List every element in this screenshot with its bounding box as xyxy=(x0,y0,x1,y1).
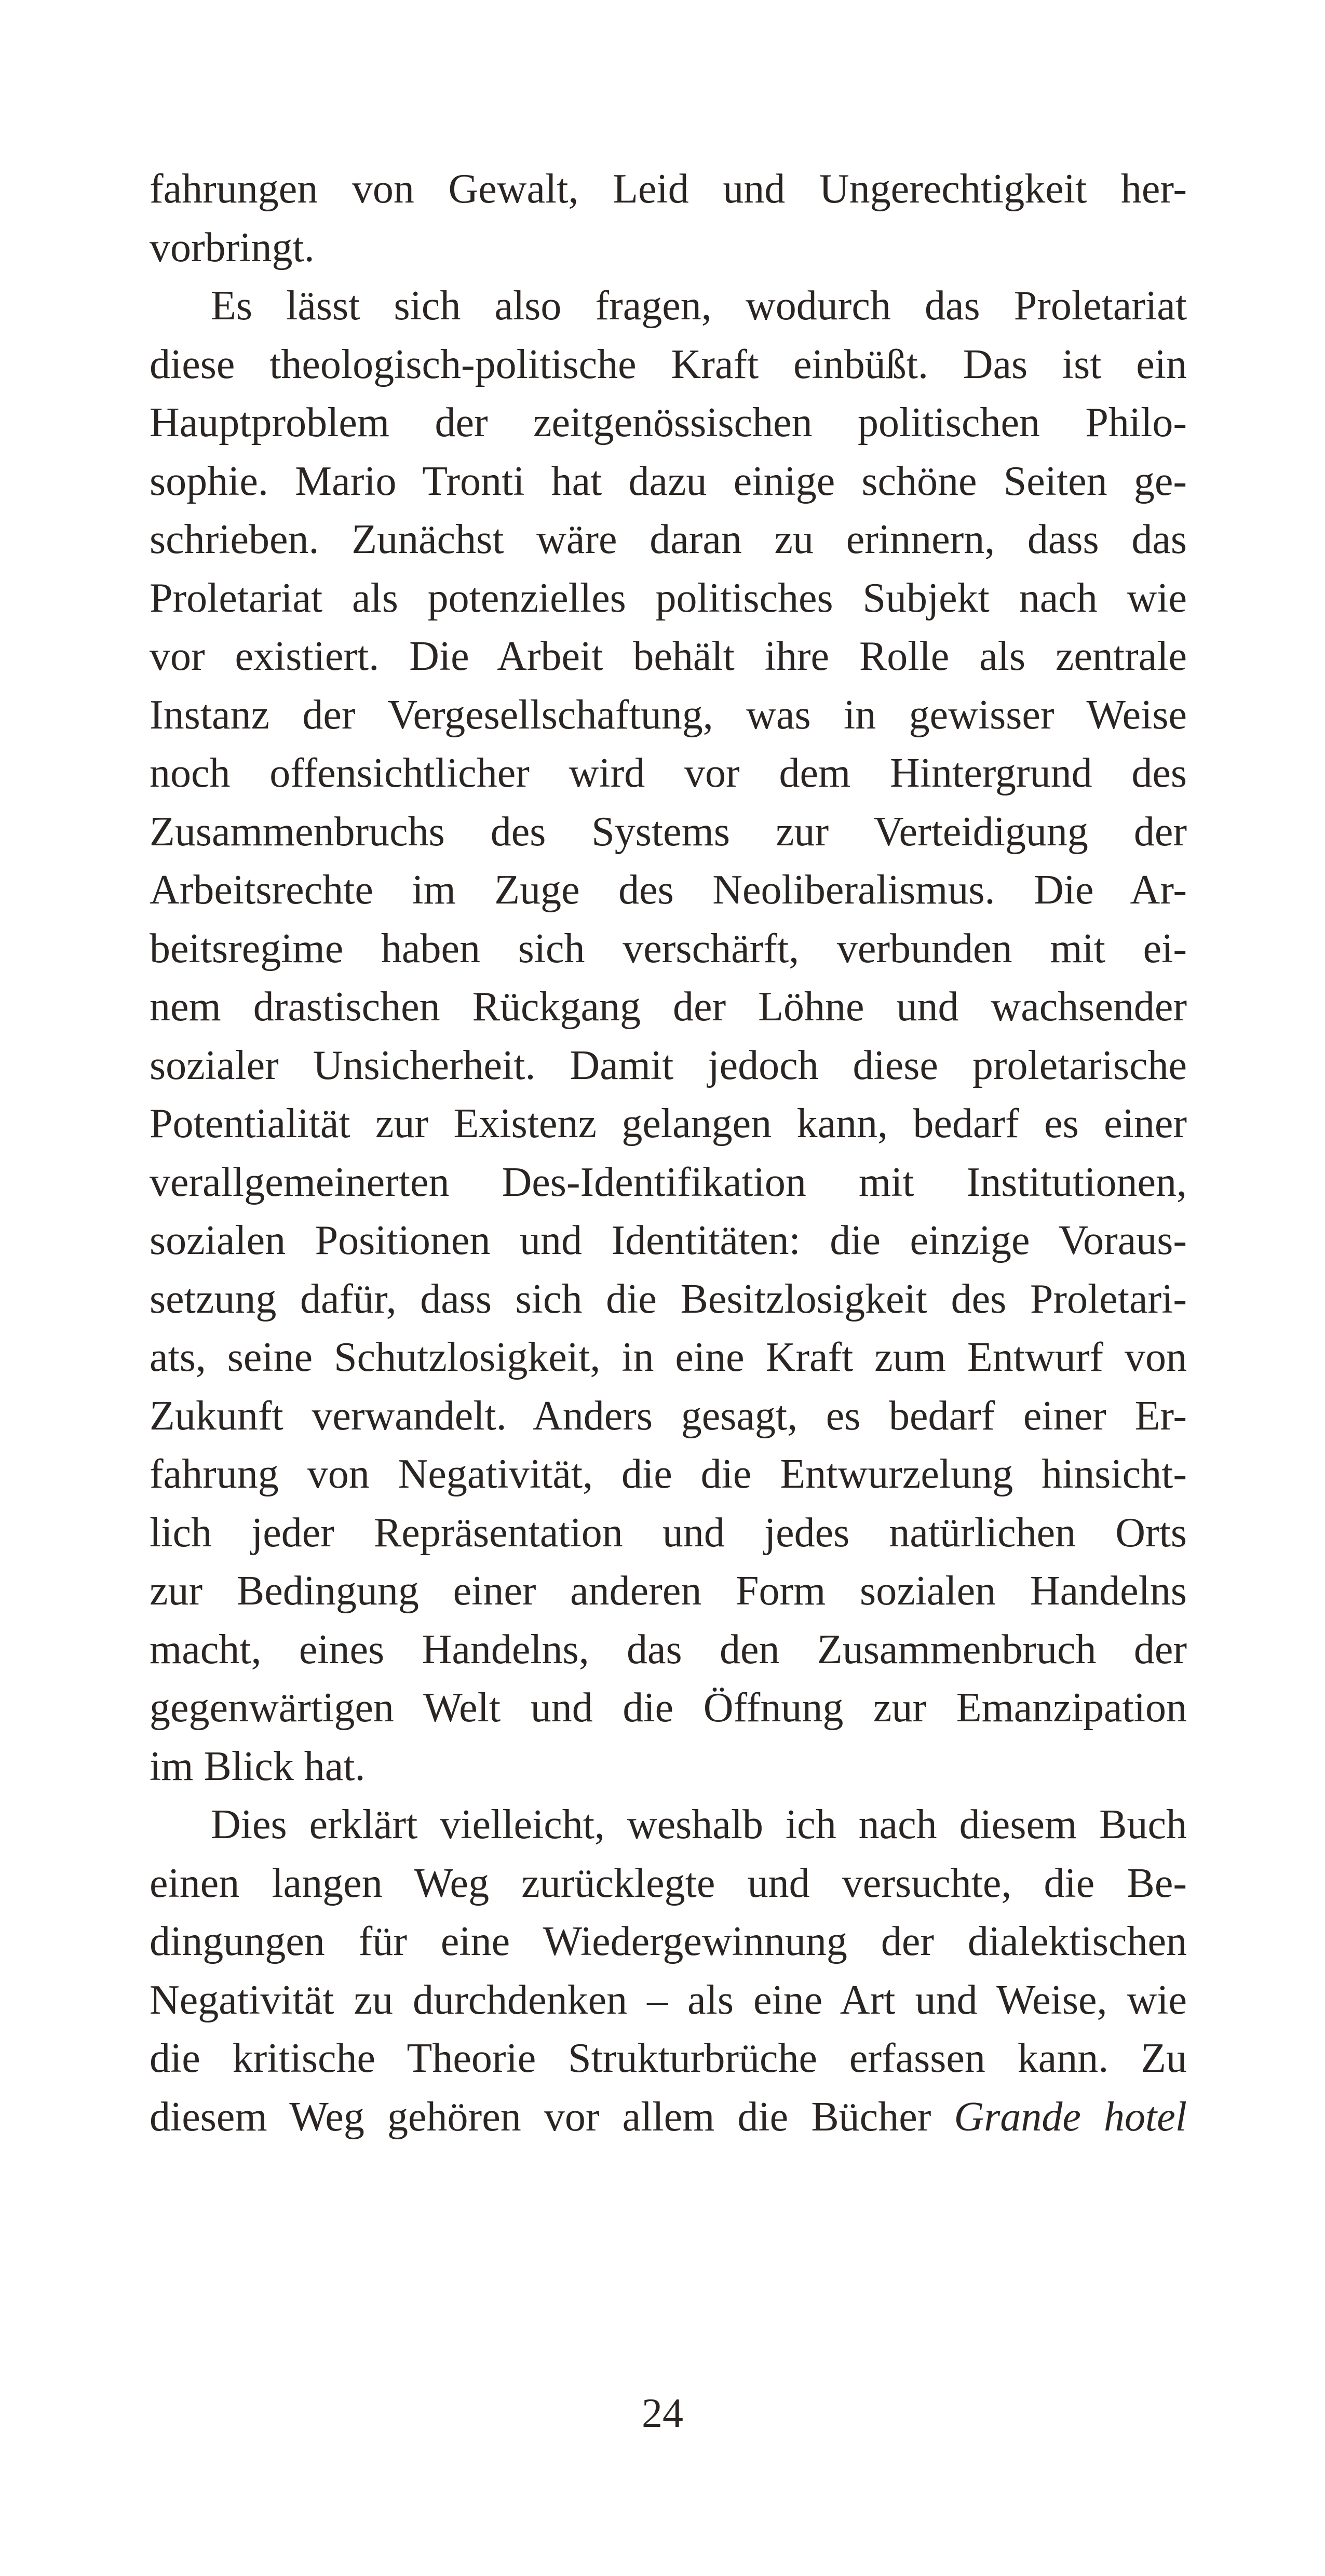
text-line: dingungen für eine Wiedergewinnung der dialektischen xyxy=(150,1919,1187,1964)
text-line: Negativität zu durchdenken – als eine Art und Weise, wie xyxy=(150,1977,1187,2023)
text-line: Zukunft verwandelt. Anders gesagt, es bedarf einer Er- xyxy=(150,1393,1187,1439)
text-line: ats, seine Schutzlosigkeit, in eine Kraft zum Entwurf von xyxy=(150,1334,1187,1380)
page-number: 24 xyxy=(642,2391,683,2436)
text-line: Es lässt sich also fragen, wodurch das Proletariat xyxy=(211,283,1187,329)
text-line: schrieben. Zunächst wäre daran zu erinnern, dass das xyxy=(150,517,1187,562)
text-line: beitsregime haben sich verschärft, verbunden mit ei- xyxy=(150,925,1187,972)
text-line: setzung dafür, dass sich die Besitzlosigkeit des Proletari- xyxy=(150,1276,1187,1322)
book-title-italic: Grande hotel xyxy=(954,2094,1187,2140)
body-text xyxy=(150,160,1187,2146)
text-line: diese theologisch-politische Kraft einbüßt. Das ist ein xyxy=(150,341,1187,387)
text-line: lich jeder Repräsentation und jedes natürlichen Orts xyxy=(150,1509,1187,1556)
text-line: noch offensichtlicher wird vor dem Hintergrund des xyxy=(150,750,1187,796)
text-line: Dies erklärt vielleicht, weshalb ich nach diesem Buch xyxy=(211,1802,1187,1847)
text-line: Proletariat als potenzielles politisches Subjekt nach wie xyxy=(150,575,1187,621)
text-line: fahrungen von Gewalt, Leid und Ungerechtigkeit her- xyxy=(150,166,1187,212)
text-line: einen langen Weg zurücklegte und versuchte, die Be- xyxy=(150,1860,1187,1906)
text-line: fahrung von Negativität, die die Entwurzelung hinsicht- xyxy=(150,1451,1187,1497)
text-line: sozialen Positionen und Identitäten: die einzige Voraus- xyxy=(150,1218,1187,1263)
text-line: vor existiert. Die Arbeit behält ihre Rolle als zentrale xyxy=(150,633,1187,679)
text-line: sophie. Mario Tronti hat dazu einige schöne Seiten ge- xyxy=(150,458,1187,504)
text-line: nem drastischen Rückgang der Löhne und wachsender xyxy=(150,984,1187,1030)
text-line: Hauptproblem der zeitgenössischen politischen Philo- xyxy=(150,400,1187,446)
text-line: die kritische Theorie Strukturbrüche erfassen kann. Zu xyxy=(150,2035,1187,2081)
text-line: Arbeitsrechte im Zuge des Neoliberalismus. Die Ar- xyxy=(150,867,1187,913)
text-line: gegenwärtigen Welt und die Öffnung zur Emanzipation xyxy=(150,1685,1187,1731)
text-line: Zusammenbruchs des Systems zur Verteidigung der xyxy=(150,808,1187,855)
text-line-with-italic xyxy=(150,2088,1187,2147)
text-line: sozialer Unsicherheit. Damit jedoch diese proletarische xyxy=(150,1042,1187,1088)
text-line: zur Bedingung einer anderen Form sozialen Handelns xyxy=(150,1568,1187,1614)
text-line: Potentialität zur Existenz gelangen kann, bedarf es einer xyxy=(150,1101,1187,1147)
text-line: Instanz der Vergesellschaftung, was in gewisser Weise xyxy=(150,692,1187,738)
text-run: diesem Weg gehören vor allem die Bücher xyxy=(150,2094,954,2140)
text-line: vorbringt. xyxy=(150,224,315,271)
text-line: verallgemeinerten Des-Identifikation mit Institutionen, xyxy=(150,1159,1187,1205)
text-line: macht, eines Handelns, das den Zusammenbruch der xyxy=(150,1626,1187,1673)
text-line: im Blick hat. xyxy=(150,1743,366,1789)
